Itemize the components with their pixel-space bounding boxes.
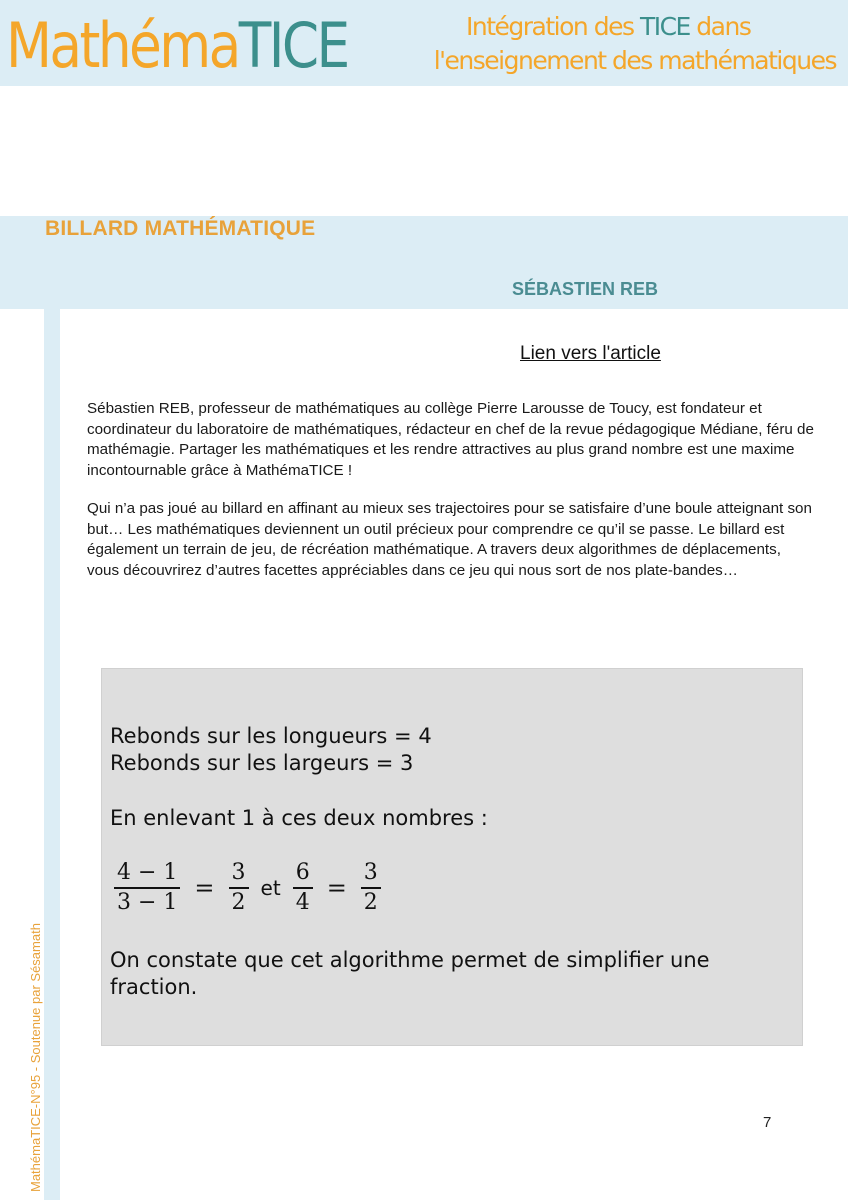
fraction-3 — [293, 859, 313, 917]
article-link[interactable]: Lien vers l'article — [520, 343, 661, 364]
tagline-line1 — [416, 10, 836, 44]
figure-rebound-counts — [110, 723, 432, 777]
figure-subtract-text: En enlevant 1 à ces deux nombres : — [110, 806, 488, 830]
equals-sign: = — [326, 874, 347, 902]
fraction-2-denominator: 2 — [231, 890, 246, 915]
billiard-figure — [101, 668, 803, 1046]
connector-et: et — [260, 876, 281, 900]
author-bio-paragraph: Sébastien REB, professeur de mathématiques au collège Pierre Larousse de Toucy, est fondateur et coordinateur du laboratoire de mathématiques, rédacteur en chef de la revue pédagogique Médiane, féru de mathémagie. Partager les mathématiques et les rendre attractives au plus grand nombre est une maxime incontournable grâce à MathémaTICE ! — [87, 400, 814, 479]
article-author: SÉBASTIEN REB — [512, 279, 659, 299]
fraction-1-numerator: 4 − 1 — [117, 860, 178, 885]
tagline-text-c: dans — [689, 12, 751, 41]
tagline-line2: l'enseignement des mathématiques — [433, 46, 836, 75]
fraction-equation — [110, 853, 385, 923]
logo-part-mathema: Mathéma — [6, 9, 239, 82]
fraction-1 — [114, 859, 180, 917]
fraction-4 — [361, 859, 381, 917]
fraction-1-denominator: 3 − 1 — [117, 890, 178, 915]
fraction-2 — [229, 859, 249, 917]
fraction-3-numerator: 6 — [295, 860, 310, 885]
conclusion-line2: fraction. — [110, 975, 198, 999]
intro-paragraph: Qui n’a pas joué au billard en affinant au mieux ses trajectoires pour se satisfaire d’une boule atteignant son but… Les mathématiques deviennent un outil précieux pour comprendre ce qu’il se passe. Le billard est également un terrain de jeu, de récréation mathématique. A travers deux algorithmes de déplacements, vous découvrirez d’autres facettes appréciables dans ce jeu qui nous sort de nos plate-bandes… — [87, 500, 812, 579]
logo-part-tice: TICE — [238, 9, 348, 82]
rebounds-widths-text: Rebonds sur les largeurs = 3 — [110, 751, 414, 775]
fraction-3-denominator: 4 — [295, 890, 310, 915]
tagline-text-a: Intégration des — [466, 12, 640, 41]
rebounds-lengths-text: Rebonds sur les longueurs = 4 — [110, 724, 432, 748]
mathematice-logo — [6, 6, 348, 86]
conclusion-line1: On constate que cet algorithme permet de simplifier une — [110, 948, 710, 972]
fraction-4-numerator: 3 — [363, 860, 378, 885]
article-title: BILLARD MATHÉMATIQUE — [45, 217, 316, 240]
side-bar — [44, 309, 60, 1200]
header-tagline — [416, 10, 836, 78]
figure-conclusion — [110, 947, 710, 1001]
fraction-2-numerator: 3 — [231, 860, 246, 885]
equals-sign: = — [194, 874, 215, 902]
fraction-4-denominator: 2 — [363, 890, 378, 915]
page-number: 7 — [763, 1114, 772, 1131]
journal-issue-label: MathémaTICE-N°95 - Soutenue par Sésamath — [28, 923, 43, 1192]
tagline-text-tice: TICE — [639, 12, 690, 41]
